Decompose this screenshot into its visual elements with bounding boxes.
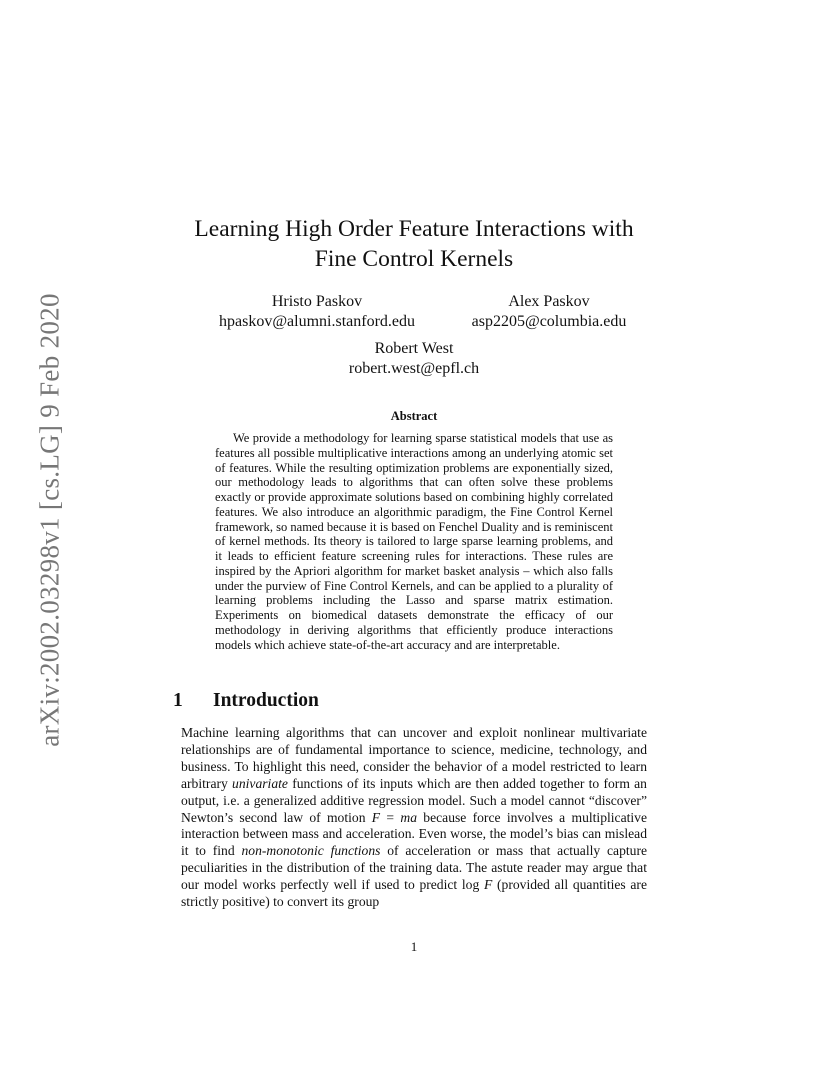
abstract-text: We provide a methodology for learning sparse statistical models that use as features all possible multiplicative interactions among an underlying atomic set of features. While the resulting optimization problems are exponentially sized, our methodology leads to algorithms that can often solve these problems exactly or provide approximate solutions based on combining highly correlated features. We also introduce an algorithmic paradigm, the Fine Control Kernel framework, so named because it is based on Fenchel Duality and is reminiscent of kernel methods. Its theory is tailored to large sparse learning problems, and it leads to efficient feature screening rules for interactions. These rules are inspired by the Apriori algorithm for market basket analysis – which also falls under the purview of Fine Control Kernels, and can be applied to a plurality of learning problems including the Lasso and sparse matrix estimation. Experiments on biomedical datasets demonstrate the efficacy of our methodology in deriving algorithms that efficiently produce interactions models which achieve state-of-the-art accuracy and are interpretable.: [215, 431, 613, 652]
intro-text: functions of its inputs which are then added together to form an output, i.e. a generalized additive regression model. Such a model cannot “discover” Newton’s second law of motion: [181, 775, 647, 825]
author-name: Hristo Paskov: [271, 293, 363, 310]
author-email: robert.west@epfl.ch: [348, 360, 480, 377]
paper-title-line-2: Fine Control Kernels: [314, 246, 514, 272]
math-variable: ma: [400, 809, 417, 825]
intro-text: because force involves a multiplicative interaction between mass and acceleration. Even worse, the model’s bias can mislead it to find: [181, 809, 648, 859]
intro-emphasis: univariate: [232, 775, 288, 791]
intro-text: of acceleration or mass that actually capture peculiarities in the distribution of the training data. The astute reader may argue that our model works perfectly well if used to predict log: [181, 843, 648, 893]
paper-title: [150, 214, 678, 274]
author-email: hpaskov@alumni.stanford.edu: [218, 313, 416, 330]
intro-text: (provided all quantities are strictly positive) to convert its group: [181, 877, 647, 910]
arxiv-identifier-stamp: arXiv:2002.03298v1 [cs.LG] 9 Feb 2020: [34, 293, 65, 747]
author-block-3: [314, 339, 514, 379]
introduction-paragraph: [181, 725, 647, 911]
page-number: 1: [410, 939, 418, 954]
paper-title-line-1: Learning High Order Feature Interactions with: [194, 216, 634, 242]
section-heading: [173, 690, 319, 712]
math-variable: F: [371, 809, 381, 825]
section-number: 1: [173, 690, 183, 711]
math-variable: F: [483, 877, 493, 893]
math-operator: =: [380, 809, 401, 825]
section-title: Introduction: [213, 690, 319, 711]
author-block-1: [194, 292, 440, 332]
author-block-2: [424, 292, 674, 332]
author-name: Alex Paskov: [508, 293, 590, 310]
abstract-heading: Abstract: [390, 409, 438, 423]
author-name: Robert West: [374, 340, 454, 357]
intro-text: Machine learning algorithms that can uncover and exploit nonlinear multivariate relationships are of fundamental importance to science, medicine, technology, and business. To highlight this need, consider the behavior of a model restricted to learn arbitrary: [181, 725, 647, 791]
intro-emphasis: non-monotonic functions: [241, 843, 381, 859]
author-email: asp2205@columbia.edu: [471, 313, 627, 330]
